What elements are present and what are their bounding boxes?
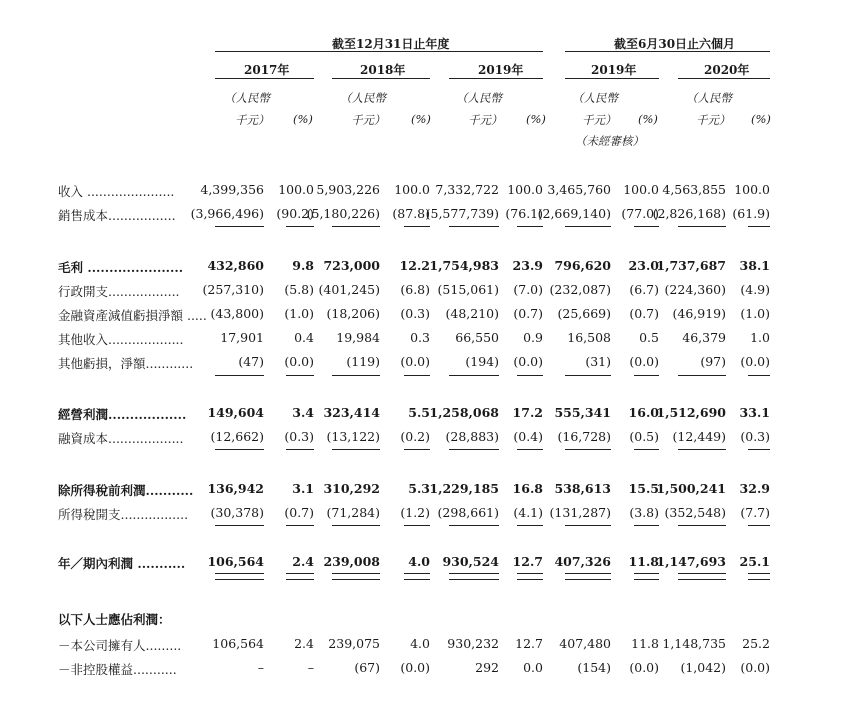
percent-cell: 16.8 <box>512 481 543 496</box>
percent-cell: 100.0 <box>734 182 770 197</box>
percent-cell: (0.3) <box>400 306 430 321</box>
amount-cell: 1,148,735 <box>662 636 726 651</box>
amount-cell: (48,210) <box>445 306 499 321</box>
amount-cell: (16,728) <box>557 429 611 444</box>
amount-cell: 432,860 <box>207 258 264 273</box>
amount-cell: (224,360) <box>664 282 726 297</box>
amount-cell: (352,548) <box>664 505 726 520</box>
percent-cell: (6.7) <box>629 282 659 297</box>
total-double-rule <box>332 573 380 580</box>
percent-cell: (61.9) <box>732 206 770 221</box>
subtotal-rule <box>678 525 726 526</box>
subtotal-rule <box>678 449 726 450</box>
amount-cell: 17,901 <box>220 330 264 345</box>
subtotal-rule <box>404 449 430 450</box>
amount-cell: 538,613 <box>554 481 611 496</box>
total-double-rule <box>286 573 314 580</box>
subtotal-rule <box>748 449 770 450</box>
amount-cell: (515,061) <box>437 282 499 297</box>
subtotal-rule <box>215 449 264 450</box>
row-label: 行政開支.................. <box>58 284 180 299</box>
percent-cell: (76.1) <box>505 206 543 221</box>
subtotal-rule <box>449 449 499 450</box>
subtotal-rule <box>215 226 264 227</box>
percent-cell: 32.9 <box>739 481 770 496</box>
percent-cell: 5.5 <box>408 405 430 420</box>
amount-cell: 323,414 <box>323 405 380 420</box>
total-double-rule <box>449 573 499 580</box>
percent-cell: (0.3) <box>740 429 770 444</box>
subtotal-rule <box>332 226 380 227</box>
amount-cell: (31) <box>585 354 611 369</box>
amount-cell: (43,800) <box>210 306 264 321</box>
percent-cell: 2.4 <box>292 554 314 569</box>
percent-cell: 17.2 <box>512 405 543 420</box>
pct-label-2020-interim: (%) <box>751 112 771 126</box>
amount-cell: 19,984 <box>336 330 380 345</box>
total-double-rule <box>404 573 430 580</box>
amount-cell: (2,826,168) <box>652 206 726 221</box>
amount-cell: (13,122) <box>326 429 380 444</box>
amount-cell: 407,326 <box>554 554 611 569</box>
unit-label-2019-interim: 千元） <box>582 113 617 127</box>
amount-cell: (12,449) <box>672 429 726 444</box>
amount-cell: (1,042) <box>680 660 726 675</box>
percent-cell: (0.0) <box>740 660 770 675</box>
percent-cell: 9.8 <box>292 258 314 273</box>
percent-cell: (0.2) <box>400 429 430 444</box>
row-label: 其他收入................... <box>58 332 184 347</box>
amount-cell: (67) <box>354 660 380 675</box>
percent-cell: 15.5 <box>628 481 659 496</box>
subtotal-rule <box>748 375 770 376</box>
row-label: 經營利潤.................. <box>58 407 187 422</box>
unit-label-2017: 千元） <box>235 113 270 127</box>
subtotal-rule <box>565 449 611 450</box>
percent-cell: 25.1 <box>739 554 770 569</box>
amount-cell: (194) <box>465 354 499 369</box>
subtotal-rule <box>215 375 264 376</box>
row-label: 金融資產減值虧損淨額 ..... <box>58 308 207 323</box>
amount-cell: 16,508 <box>567 330 611 345</box>
row-label: 收入 ...................... <box>58 184 175 199</box>
percent-cell: 100.0 <box>507 182 543 197</box>
percent-cell: (1.2) <box>400 505 430 520</box>
row-label: 其他虧損，淨額............ <box>58 356 194 371</box>
amount-cell: (97) <box>700 354 726 369</box>
amount-cell: 46,379 <box>682 330 726 345</box>
amount-cell: (71,284) <box>326 505 380 520</box>
percent-cell: 100.0 <box>278 182 314 197</box>
unit-label-2020-interim: 千元） <box>696 113 731 127</box>
group-header-year-end: 截至12月31日止年度 <box>332 37 450 51</box>
percent-cell: – <box>307 660 314 675</box>
amount-cell: 136,942 <box>207 481 264 496</box>
pct-label-2018: (%) <box>411 112 431 126</box>
amount-cell: 1,500,241 <box>656 481 726 496</box>
amount-cell: 555,341 <box>554 405 611 420</box>
amount-cell: (46,919) <box>672 306 726 321</box>
amount-cell: (30,378) <box>210 505 264 520</box>
amount-cell: 106,564 <box>212 636 264 651</box>
total-double-rule <box>565 573 611 580</box>
percent-cell: 0.5 <box>639 330 659 345</box>
row-label: 銷售成本................. <box>58 208 176 223</box>
percent-cell: 11.8 <box>631 636 659 651</box>
percent-cell: (77.0) <box>621 206 659 221</box>
percent-cell: 1.0 <box>750 330 770 345</box>
amount-cell: 1,258,068 <box>429 405 499 420</box>
period-header-2017: 2017年 <box>244 63 290 77</box>
percent-cell: 16.0 <box>628 405 659 420</box>
amount-cell: (2,669,140) <box>537 206 611 221</box>
row-label: 毛利 ...................... <box>58 260 184 275</box>
unit-label-2018: 千元） <box>351 113 386 127</box>
period-rule-2017 <box>215 78 314 79</box>
pct-label-2019: (%) <box>526 112 546 126</box>
percent-cell: (0.4) <box>513 429 543 444</box>
amount-cell: (257,310) <box>202 282 264 297</box>
subtotal-rule <box>517 449 543 450</box>
percent-cell: (0.7) <box>513 306 543 321</box>
period-rule-2019 <box>449 78 543 79</box>
percent-cell: (0.0) <box>740 354 770 369</box>
unaudited-note: （未經審核） <box>575 134 644 148</box>
amount-cell: 66,550 <box>455 330 499 345</box>
percent-cell: 0.4 <box>294 330 314 345</box>
subtotal-rule <box>565 375 611 376</box>
percent-cell: 4.0 <box>408 554 430 569</box>
amount-cell: 5,903,226 <box>316 182 380 197</box>
subtotal-rule <box>634 449 659 450</box>
subtotal-rule <box>286 449 314 450</box>
total-double-rule <box>748 573 770 580</box>
amount-cell: 149,604 <box>207 405 264 420</box>
amount-cell: 4,563,855 <box>662 182 726 197</box>
amount-cell: 1,737,687 <box>656 258 726 273</box>
amount-cell: – <box>257 660 264 675</box>
amount-cell: 723,000 <box>323 258 380 273</box>
subtotal-rule <box>449 226 499 227</box>
total-double-rule <box>517 573 543 580</box>
period-header-2019-interim: 2019年 <box>591 63 637 77</box>
subtotal-rule <box>748 226 770 227</box>
unit-label-2017: （人民幣 <box>224 91 270 105</box>
percent-cell: 0.0 <box>523 660 543 675</box>
percent-cell: (0.0) <box>513 354 543 369</box>
row-label: 所得稅開支................. <box>58 507 189 522</box>
percent-cell: (90.2) <box>276 206 314 221</box>
percent-cell: 3.4 <box>292 405 314 420</box>
subtotal-rule <box>517 226 543 227</box>
subtotal-rule <box>286 375 314 376</box>
amount-cell: 1,229,185 <box>429 481 499 496</box>
amount-cell: (47) <box>238 354 264 369</box>
amount-cell: 3,465,760 <box>547 182 611 197</box>
amount-cell: (401,245) <box>318 282 380 297</box>
percent-cell: (4.1) <box>513 505 543 520</box>
subtotal-rule <box>286 525 314 526</box>
amount-cell: (232,087) <box>549 282 611 297</box>
period-header-2018: 2018年 <box>360 63 406 77</box>
row-label: 除所得稅前利潤........... <box>58 483 194 498</box>
subtotal-rule <box>449 375 499 376</box>
percent-cell: 12.7 <box>512 554 543 569</box>
percent-cell: 2.4 <box>294 636 314 651</box>
unit-label-2020-interim: （人民幣 <box>686 91 732 105</box>
row-label: －本公司擁有人......... <box>58 638 182 653</box>
period-header-2020-interim: 2020年 <box>704 63 750 77</box>
row-label: －非控股權益........... <box>58 662 177 677</box>
amount-cell: 1,754,983 <box>429 258 499 273</box>
percent-cell: 38.1 <box>739 258 770 273</box>
period-header-2019: 2019年 <box>478 63 524 77</box>
subtotal-rule <box>404 375 430 376</box>
unit-label-2018: （人民幣 <box>340 91 386 105</box>
pct-label-2017: (%) <box>293 112 313 126</box>
percent-cell: 23.0 <box>628 258 659 273</box>
amount-cell: 407,480 <box>559 636 611 651</box>
amount-cell: (131,287) <box>549 505 611 520</box>
group-header-rule-six-months <box>565 51 770 52</box>
unit-label-2019-interim: （人民幣 <box>572 91 618 105</box>
period-rule-2019-interim <box>565 78 659 79</box>
percent-cell: 0.3 <box>410 330 430 345</box>
subtotal-rule <box>332 375 380 376</box>
subtotal-rule <box>565 525 611 526</box>
subtotal-rule <box>404 525 430 526</box>
percent-cell: 11.8 <box>628 554 659 569</box>
percent-cell: (6.8) <box>400 282 430 297</box>
subtotal-rule <box>404 226 430 227</box>
percent-cell: (0.0) <box>284 354 314 369</box>
subtotal-rule <box>748 525 770 526</box>
percent-cell: 5.3 <box>408 481 430 496</box>
amount-cell: 292 <box>475 660 499 675</box>
percent-cell: 12.2 <box>399 258 430 273</box>
percent-cell: 0.9 <box>523 330 543 345</box>
percent-cell: 100.0 <box>394 182 430 197</box>
amount-cell: 239,008 <box>323 554 380 569</box>
amount-cell: 310,292 <box>323 481 380 496</box>
percent-cell: (0.7) <box>284 505 314 520</box>
amount-cell: (28,883) <box>445 429 499 444</box>
amount-cell: (154) <box>577 660 611 675</box>
amount-cell: (298,661) <box>437 505 499 520</box>
row-label: 以下人士應佔利潤： <box>58 612 171 627</box>
unit-label-2019: （人民幣 <box>456 91 502 105</box>
percent-cell: (0.0) <box>629 354 659 369</box>
amount-cell: 7,332,722 <box>435 182 499 197</box>
subtotal-rule <box>332 525 380 526</box>
percent-cell: (4.9) <box>740 282 770 297</box>
percent-cell: (1.0) <box>284 306 314 321</box>
period-rule-2018 <box>332 78 430 79</box>
percent-cell: (7.0) <box>513 282 543 297</box>
amount-cell: 930,524 <box>442 554 499 569</box>
percent-cell: 4.0 <box>410 636 430 651</box>
group-header-six-months: 截至6月30日止六個月 <box>614 37 736 51</box>
amount-cell: 106,564 <box>207 554 264 569</box>
percent-cell: (87.8) <box>392 206 430 221</box>
unit-label-2019: 千元） <box>468 113 503 127</box>
percent-cell: (0.0) <box>400 354 430 369</box>
percent-cell: 12.7 <box>515 636 543 651</box>
amount-cell: 1,147,693 <box>656 554 726 569</box>
subtotal-rule <box>517 525 543 526</box>
amount-cell: (25,669) <box>557 306 611 321</box>
amount-cell: 930,232 <box>447 636 499 651</box>
percent-cell: (3.8) <box>629 505 659 520</box>
subtotal-rule <box>332 449 380 450</box>
subtotal-rule <box>286 226 314 227</box>
percent-cell: 100.0 <box>623 182 659 197</box>
percent-cell: 25.2 <box>742 636 770 651</box>
amount-cell: (18,206) <box>326 306 380 321</box>
amount-cell: 4,399,356 <box>200 182 264 197</box>
percent-cell: (0.7) <box>629 306 659 321</box>
amount-cell: 239,075 <box>328 636 380 651</box>
total-double-rule <box>678 573 726 580</box>
percent-cell: 23.9 <box>512 258 543 273</box>
percent-cell: (7.7) <box>740 505 770 520</box>
row-label: 融資成本................... <box>58 431 184 446</box>
percent-cell: (1.0) <box>740 306 770 321</box>
amount-cell: (12,662) <box>210 429 264 444</box>
group-header-rule-year-end <box>215 51 543 52</box>
period-rule-2020-interim <box>678 78 770 79</box>
amount-cell: (5,577,739) <box>425 206 499 221</box>
amount-cell: (119) <box>346 354 380 369</box>
row-label: 年／期內利潤 ........... <box>58 556 186 571</box>
amount-cell: (5,180,226) <box>306 206 380 221</box>
pct-label-2019-interim: (%) <box>638 112 658 126</box>
subtotal-rule <box>565 226 611 227</box>
percent-cell: (0.3) <box>284 429 314 444</box>
total-double-rule <box>215 573 264 580</box>
amount-cell: 1,512,690 <box>656 405 726 420</box>
amount-cell: (3,966,496) <box>190 206 264 221</box>
subtotal-rule <box>449 525 499 526</box>
percent-cell: (0.0) <box>629 660 659 675</box>
subtotal-rule <box>678 226 726 227</box>
total-double-rule <box>634 573 659 580</box>
percent-cell: 33.1 <box>739 405 770 420</box>
percent-cell: (0.5) <box>629 429 659 444</box>
subtotal-rule <box>517 375 543 376</box>
subtotal-rule <box>678 375 726 376</box>
percent-cell: (5.8) <box>284 282 314 297</box>
amount-cell: 796,620 <box>554 258 611 273</box>
subtotal-rule <box>634 525 659 526</box>
subtotal-rule <box>634 375 659 376</box>
subtotal-rule <box>215 525 264 526</box>
subtotal-rule <box>634 226 659 227</box>
percent-cell: (0.0) <box>400 660 430 675</box>
percent-cell: 3.1 <box>292 481 314 496</box>
